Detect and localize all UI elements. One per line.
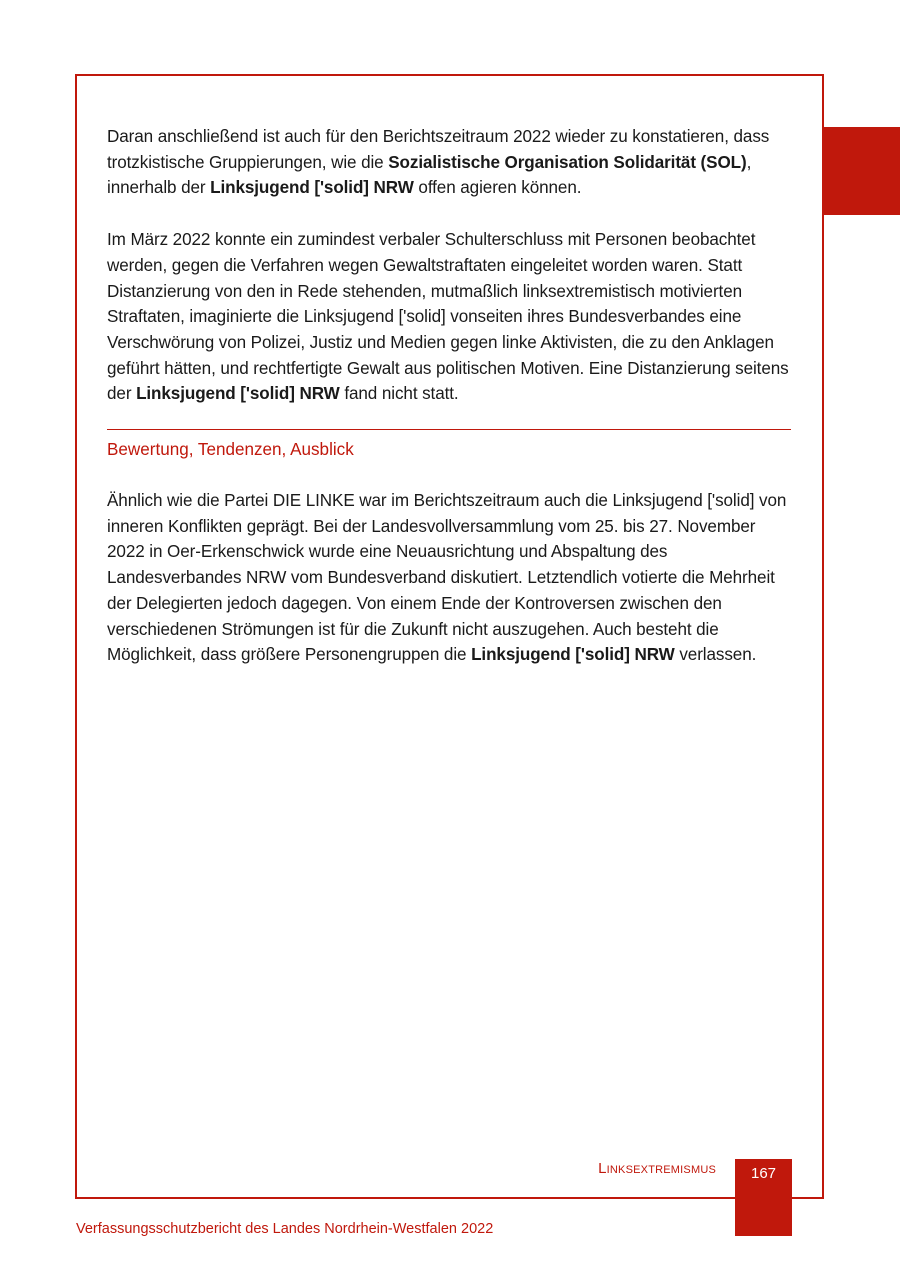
paragraph-2-text-2: fand nicht statt. [339, 384, 459, 404]
paragraph-2 [107, 227, 791, 407]
paragraph-1-bold-1: Sozialistische Organisation Solidarität (SOL) [388, 152, 747, 172]
paragraph-1-text-2: , innerhalb der [107, 152, 752, 198]
paragraph-3 [107, 488, 791, 668]
page-number-box [735, 1159, 792, 1236]
publication-title: Verfassungsschutzbericht des Landes Nordrhein-Westfalen 2022 [76, 1221, 494, 1237]
paragraph-3-text-2: verlassen. [674, 645, 757, 665]
section-heading: Bewertung, Tendenzen, Ausblick [107, 440, 354, 460]
section-divider [107, 429, 791, 430]
paragraph-1 [107, 124, 791, 201]
paragraph-2-text-1: Im März 2022 konnte ein zumindest verbaler Schulterschluss mit Personen beobachtet werden, gegen die Verfahren wegen Gewaltstraftaten eingeleitet worden waren. Statt Distanzierung von den in Rede stehenden, mutmaßlich linksextremistisch motivierten Straftaten, imaginierte die Linksjugend ['solid] vonseiten ihres Bundesverbandes eine Verschwörung von Polizei, Justiz und Medien gegen linke Aktivisten, die zu den Anklagen geführt hätten, und rechtfertigte Gewalt aus politischen Motiven. Eine Distanzierung seitens der [107, 230, 789, 404]
paragraph-3-bold-1: Linksjugend ['solid] NRW [471, 645, 675, 665]
main-content [107, 124, 791, 668]
chapter-tab [823, 127, 900, 215]
page-number: 167 [750, 1165, 777, 1182]
paragraph-1-bold-2: Linksjugend ['solid] NRW [210, 178, 414, 198]
paragraph-3-text-1: Ähnlich wie die Partei DIE LINKE war im Berichtszeitraum auch die Linksjugend ['solid] von inneren Konflikten geprägt. Bei der Landesvollversammlung vom 25. bis 27. November 2022 in Oer-Erkenschwick wurde eine Neuausrichtung und Abspaltung des Landesverbandes NRW vom Bundesverband diskutiert. Letztendlich votierte die Mehrheit der Delegierten jedoch dagegen. Von einem Ende der Kontroversen zwischen den verschiedenen Strömungen ist für die Zukunft nicht auszugehen. Auch besteht die Möglichkeit, dass größere Personengruppen die [107, 491, 787, 665]
paragraph-1-text-3: offen agieren können. [413, 178, 582, 198]
paragraph-2-bold-1: Linksjugend ['solid] NRW [136, 384, 340, 404]
paragraph-1-text-1: Daran anschließend ist auch für den Berichtszeitraum 2022 wieder zu konstatieren, dass trotzkistische Gruppierungen, wie die [107, 127, 770, 172]
footer-section-label: Linksextremismus [598, 1160, 716, 1177]
